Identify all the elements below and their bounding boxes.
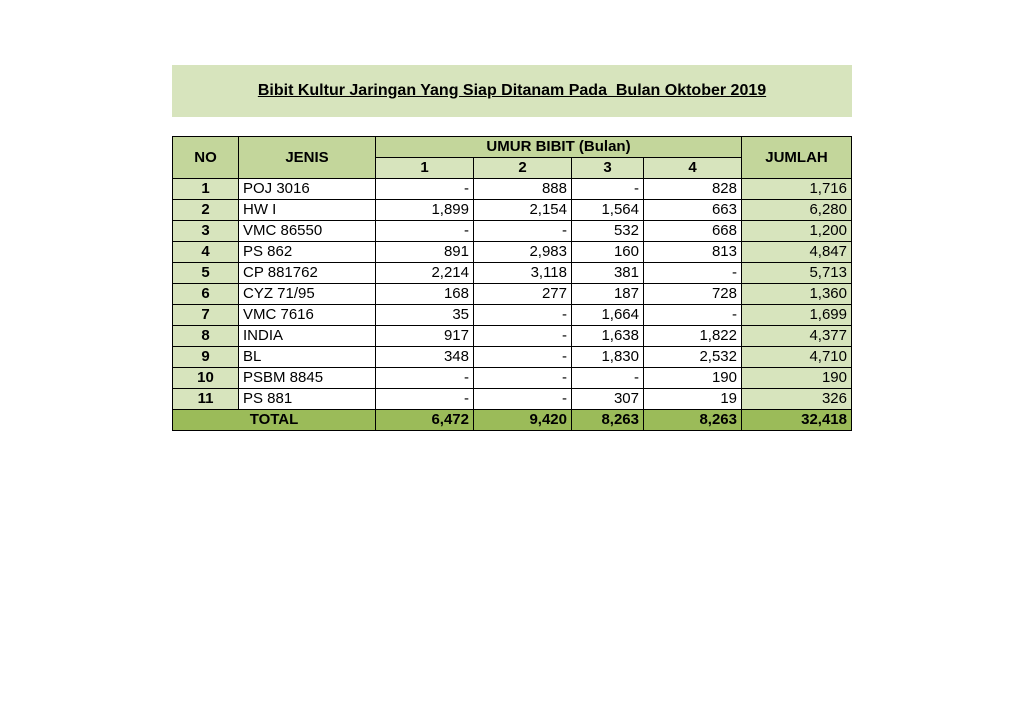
row-month-1: -	[376, 368, 474, 389]
row-jenis: PS 862	[239, 242, 376, 263]
row-month-4: 813	[644, 242, 742, 263]
row-month-4: 19	[644, 389, 742, 410]
row-no: 4	[173, 242, 239, 263]
table-row	[173, 284, 852, 305]
row-no: 3	[173, 221, 239, 242]
row-no: 7	[173, 305, 239, 326]
row-month-4: 828	[644, 179, 742, 200]
row-month-3: 187	[572, 284, 644, 305]
data-table	[172, 136, 852, 431]
total-month-1: 6,472	[376, 410, 474, 431]
table-row	[173, 305, 852, 326]
row-no: 11	[173, 389, 239, 410]
row-jumlah: 5,713	[742, 263, 852, 284]
row-jumlah: 4,377	[742, 326, 852, 347]
row-month-1: 917	[376, 326, 474, 347]
row-month-3: 381	[572, 263, 644, 284]
header-month-3: 3	[572, 158, 644, 179]
row-month-3: 160	[572, 242, 644, 263]
table-row	[173, 263, 852, 284]
row-month-4: 2,532	[644, 347, 742, 368]
table-row	[173, 389, 852, 410]
table-row	[173, 242, 852, 263]
row-no: 6	[173, 284, 239, 305]
total-month-4: 8,263	[644, 410, 742, 431]
row-month-2: 2,154	[474, 200, 572, 221]
row-month-4: 668	[644, 221, 742, 242]
row-month-3: 1,830	[572, 347, 644, 368]
table-row	[173, 179, 852, 200]
table-row	[173, 326, 852, 347]
row-month-1: -	[376, 221, 474, 242]
total-month-3: 8,263	[572, 410, 644, 431]
total-label: TOTAL	[173, 410, 376, 431]
header-month-4: 4	[644, 158, 742, 179]
total-month-2: 9,420	[474, 410, 572, 431]
row-jumlah: 6,280	[742, 200, 852, 221]
row-jumlah: 326	[742, 389, 852, 410]
row-month-2: -	[474, 389, 572, 410]
table-row	[173, 200, 852, 221]
row-month-1: 2,214	[376, 263, 474, 284]
row-jumlah: 1,360	[742, 284, 852, 305]
row-jenis: PSBM 8845	[239, 368, 376, 389]
row-month-1: 348	[376, 347, 474, 368]
row-jumlah: 190	[742, 368, 852, 389]
header-month-1: 1	[376, 158, 474, 179]
row-no: 8	[173, 326, 239, 347]
row-month-4: -	[644, 263, 742, 284]
row-jenis: CP 881762	[239, 263, 376, 284]
row-jenis: VMC 86550	[239, 221, 376, 242]
row-month-3: 1,664	[572, 305, 644, 326]
title-banner	[172, 65, 852, 117]
row-month-1: -	[376, 179, 474, 200]
row-month-2: -	[474, 326, 572, 347]
table-row	[173, 347, 852, 368]
row-month-2: 3,118	[474, 263, 572, 284]
header-jenis: JENIS	[239, 137, 376, 179]
row-jenis: VMC 7616	[239, 305, 376, 326]
row-jenis: CYZ 71/95	[239, 284, 376, 305]
row-month-3: -	[572, 368, 644, 389]
row-month-4: 1,822	[644, 326, 742, 347]
row-month-4: 663	[644, 200, 742, 221]
row-month-2: 277	[474, 284, 572, 305]
row-no: 9	[173, 347, 239, 368]
row-jenis: INDIA	[239, 326, 376, 347]
row-month-1: 1,899	[376, 200, 474, 221]
row-jumlah: 1,699	[742, 305, 852, 326]
row-month-4: -	[644, 305, 742, 326]
row-no: 5	[173, 263, 239, 284]
row-month-2: -	[474, 305, 572, 326]
row-month-4: 190	[644, 368, 742, 389]
row-month-2: -	[474, 221, 572, 242]
row-month-3: 532	[572, 221, 644, 242]
row-jenis: BL	[239, 347, 376, 368]
row-month-3: 307	[572, 389, 644, 410]
row-jumlah: 4,710	[742, 347, 852, 368]
page-title: Bibit Kultur Jaringan Yang Siap Ditanam Pada Bulan Oktober 2019	[257, 82, 767, 99]
row-jumlah: 4,847	[742, 242, 852, 263]
row-month-1: -	[376, 389, 474, 410]
header-no: NO	[173, 137, 239, 179]
total-row	[173, 410, 852, 431]
table-row	[173, 221, 852, 242]
row-month-2: 2,983	[474, 242, 572, 263]
row-no: 1	[173, 179, 239, 200]
row-no: 2	[173, 200, 239, 221]
row-jumlah: 1,716	[742, 179, 852, 200]
header-umur-bibit: UMUR BIBIT (Bulan)	[376, 137, 742, 158]
table-row	[173, 368, 852, 389]
row-jumlah: 1,200	[742, 221, 852, 242]
header-month-2: 2	[474, 158, 572, 179]
row-jenis: POJ 3016	[239, 179, 376, 200]
row-month-3: -	[572, 179, 644, 200]
total-jumlah: 32,418	[742, 410, 852, 431]
row-month-3: 1,564	[572, 200, 644, 221]
row-month-2: 888	[474, 179, 572, 200]
row-month-2: -	[474, 347, 572, 368]
row-month-1: 35	[376, 305, 474, 326]
row-no: 10	[173, 368, 239, 389]
row-month-2: -	[474, 368, 572, 389]
header-jumlah: JUMLAH	[742, 137, 852, 179]
row-month-3: 1,638	[572, 326, 644, 347]
row-month-1: 168	[376, 284, 474, 305]
row-month-1: 891	[376, 242, 474, 263]
row-month-4: 728	[644, 284, 742, 305]
row-jenis: PS 881	[239, 389, 376, 410]
row-jenis: HW I	[239, 200, 376, 221]
